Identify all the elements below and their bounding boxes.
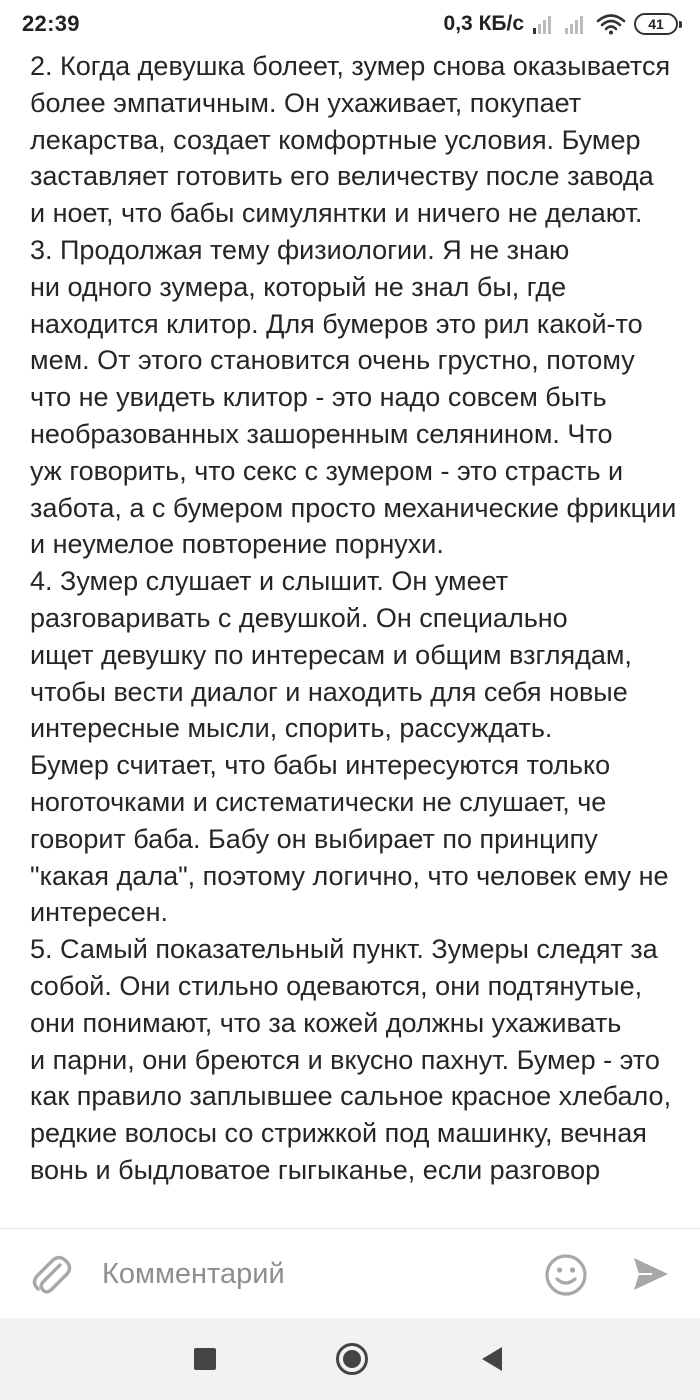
post-text-line: находится клитор. Для бумеров это рил какой-то [30,308,643,339]
post-text-line: чтобы вести диалог и находить для себя новые [30,676,628,707]
system-nav-bar [0,1318,700,1400]
paperclip-icon[interactable] [30,1251,72,1297]
status-time: 22:39 [22,11,80,36]
post-text-line: и ноет, что бабы симулянтки и ничего не делают. [30,198,643,229]
post-text-line: что не увидеть клитор - это надо совсем быть [30,382,607,413]
wifi-icon [596,13,626,35]
post-text-line: 3. Продолжая тему физиологии. Я не знаю [30,234,570,265]
network-speed: 0,3 КБ/с [443,12,524,35]
post-text-line: собой. Они стильно одеваются, они подтянутые, [30,970,643,1001]
post-text-line: более эмпатичным. Он ухаживает, покупает [30,87,582,118]
status-bar [0,0,700,48]
post-text-line: 2. Когда девушка болеет, зумер снова оказывается [30,51,671,81]
send-icon[interactable] [632,1255,670,1293]
comment-input[interactable] [96,1249,528,1299]
post-body [30,48,680,1228]
post-text-line: интересен. [30,897,169,928]
post-text-line: необразованных зашоренным селянином. Что [30,418,613,449]
signal-2-icon [564,13,588,35]
post-text-line: как правило заплывшее сальное красное хлебало, [30,1081,672,1112]
post-text-line: и парни, они бреются и вкусно пахнут. Бумер - это [30,1044,660,1075]
post-text-line: они понимают, что за кожей должны ухаживать [30,1007,622,1038]
status-right [444,12,678,36]
signal-1-icon [532,13,556,35]
comment-bar [0,1228,700,1318]
post-text-line: ноготочками и систематически не слушает, че [30,786,607,817]
emoji-icon[interactable] [544,1253,588,1297]
post-text-line: ни одного зумера, который не знал бы, где [30,271,567,302]
home-icon[interactable] [335,1342,369,1376]
recent-apps-icon[interactable] [194,1348,216,1370]
post-text-line: вонь и быдловатое гыгыканье, если разговор [30,1154,601,1185]
post-text-line: мем. От этого становится очень грустно, потому [30,345,635,376]
post-text-line: и неумелое повторение порнухи. [30,529,444,560]
post-text-line: 5. Самый показательный пункт. Зумеры следят за [30,934,658,965]
back-icon[interactable] [480,1345,504,1373]
post-text-line: ищет девушку по интересам и общим взглядам, [30,639,632,670]
post-text-line: 4. Зумер слушает и слышит. Он умеет [30,566,509,597]
post-text-line: Бумер считает, что бабы интересуются только [30,750,611,781]
post-text-line: заставляет готовить его величеству после завода [30,161,654,192]
post-text-line: забота, а с бумером просто механические фрикции [30,492,677,523]
post-text-line: лекарства, создает комфортные условия. Бумер [30,124,641,155]
post-text-line: говорит баба. Бабу он выбирает по принципу [30,823,598,854]
battery-icon: 41 [634,13,678,35]
post-text-line: редкие волосы со стрижкой под машинку, вечная [30,1118,647,1149]
post-text-line: разговаривать с девушкой. Он специально [30,602,568,633]
post-text-line: уж говорить, что секс с зумером - это страсть и [30,455,624,486]
post-text-line: "какая дала", поэтому логично, что человек ему не [30,860,669,891]
post-text-line: интересные мысли, спорить, рассуждать. [30,713,553,744]
